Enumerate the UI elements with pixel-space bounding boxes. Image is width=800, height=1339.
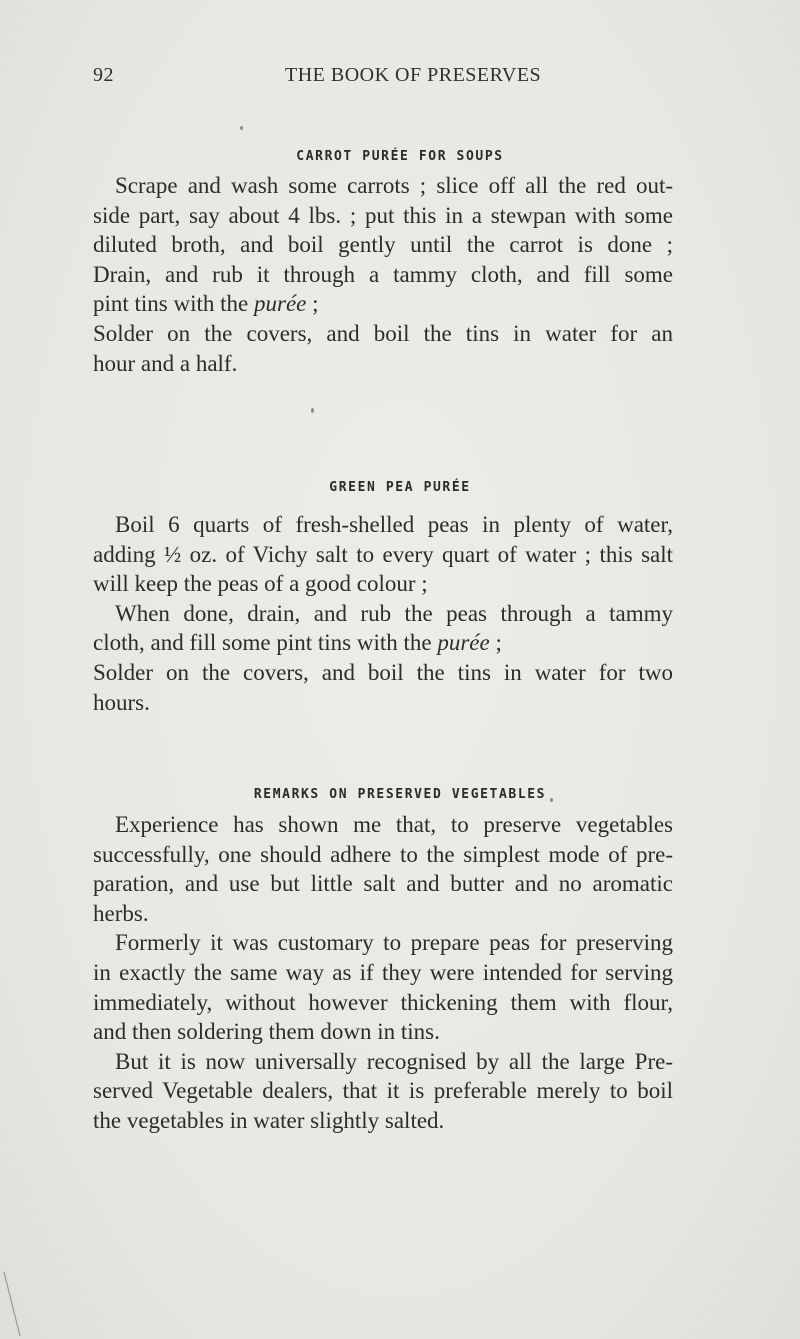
section-body-carrot-puree bbox=[93, 171, 673, 378]
text-line bbox=[93, 628, 673, 658]
print-speck bbox=[550, 798, 553, 802]
text-line: hours. bbox=[93, 689, 150, 715]
running-header bbox=[93, 64, 573, 94]
text-line: served Vegetable dealers, that it is preferable merely to boil bbox=[93, 1078, 673, 1104]
text-line: will keep the peas of a good colour ; bbox=[93, 571, 428, 597]
text-line: But it is now universally recognised by all the large Pre- bbox=[115, 1048, 673, 1074]
text-line: Formerly it was customary to prepare peas for preserving bbox=[115, 930, 673, 956]
fraction: ½ bbox=[164, 541, 182, 567]
page-number: 92 bbox=[93, 64, 114, 86]
text-line: Solder on the covers, and boil the tins in water for two bbox=[93, 659, 673, 685]
italic-term: purée bbox=[437, 630, 490, 656]
page-corner-mark bbox=[0, 1270, 40, 1339]
text-line: side part, say about 4 lbs. ; put this in a stewpan with some bbox=[93, 202, 673, 228]
text-line: herbs. bbox=[93, 900, 149, 926]
section-body-green-pea-puree bbox=[93, 510, 673, 717]
text-line: immediately, without however thickening them with flour, bbox=[93, 989, 673, 1015]
text-line bbox=[93, 289, 673, 319]
text-fragment: ; bbox=[306, 291, 319, 317]
text-line: paration, and use but little salt and butter and no aromatic bbox=[93, 871, 673, 897]
text-fragment: cloth, and fill some pint tins with the bbox=[93, 630, 432, 656]
text-line: successfully, one should adhere to the simplest mode of pre- bbox=[93, 841, 673, 867]
text-line: and then soldering them down in tins. bbox=[93, 1019, 440, 1045]
italic-term: purée bbox=[254, 291, 307, 317]
section-body-remarks bbox=[93, 810, 673, 1136]
running-title: THE BOOK OF PRESERVES bbox=[285, 64, 542, 86]
text-line: in exactly the same way as if they were intended for serving bbox=[93, 959, 673, 985]
text-line: Solder on the covers, and boil the tins in water for an bbox=[93, 320, 673, 346]
print-speck bbox=[311, 408, 314, 413]
text-fragment: oz. of Vichy salt to every quart of water ; this salt bbox=[189, 541, 674, 567]
text-fragment: adding bbox=[93, 541, 156, 567]
text-line: Experience has shown me that, to preserve vegetables bbox=[115, 812, 673, 837]
text-line bbox=[93, 540, 673, 570]
text-line: the vegetables in water slightly salted. bbox=[93, 1107, 445, 1133]
print-speck bbox=[240, 126, 243, 130]
text-line: When done, drain, and rub the peas through a tammy bbox=[115, 600, 673, 626]
text-line: hour and a half. bbox=[93, 350, 238, 376]
text-fragment: ; bbox=[489, 630, 502, 656]
text-line: Boil 6 quarts of fresh-shelled peas in plenty of water, bbox=[115, 512, 673, 537]
text-line: diluted broth, and boil gently until the carrot is done ; bbox=[93, 232, 673, 258]
text-fragment: pint tins with the bbox=[93, 291, 249, 317]
section-title-green-pea-puree: GREEN PEA PURÉE bbox=[329, 480, 471, 495]
text-line: Drain, and rub it through a tammy cloth, and fill some bbox=[93, 261, 673, 287]
section-title-carrot-puree: CARROT PURÉE FOR SOUPS bbox=[296, 149, 504, 164]
section-title-remarks: REMARKS ON PRESERVED VEGETABLES bbox=[253, 787, 547, 802]
text-line: Scrape and wash some carrots ; slice off all the red out- bbox=[115, 173, 673, 198]
